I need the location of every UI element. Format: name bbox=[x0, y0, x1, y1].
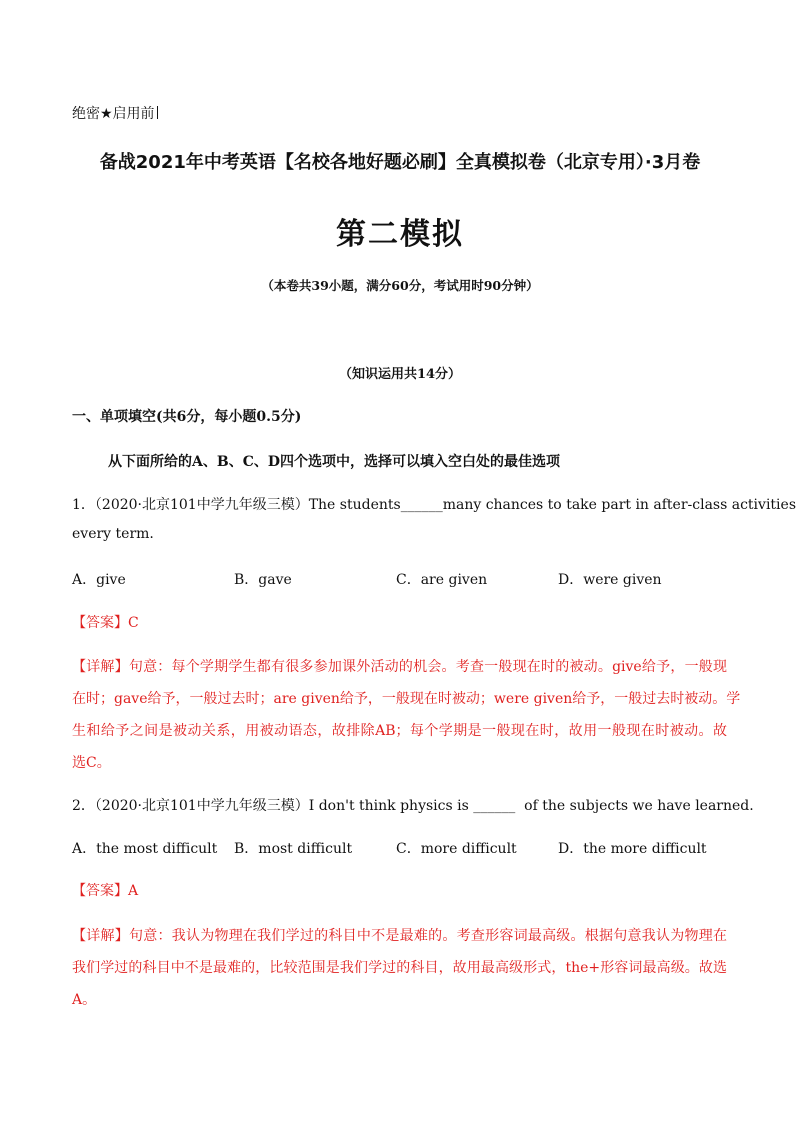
question-1-stem-continued: every term. bbox=[72, 526, 154, 542]
paper-info: （本卷共39小题，满分60分，考试用时90分钟） bbox=[261, 278, 539, 293]
question-1-option-b: B．gave bbox=[234, 572, 292, 588]
question-1-blank: ______ bbox=[400, 497, 443, 513]
question-1-detail-line: 选C。 bbox=[72, 755, 111, 771]
question-2-detail-line: 我们学过的科目中不是最难的，比较范围是我们学过的科目，故用最高级形式，the+形容词最高级。故选 bbox=[72, 960, 727, 976]
question-1-option-a: A．give bbox=[72, 572, 126, 588]
question-2-answer: 【答案】A bbox=[72, 883, 139, 899]
question-2-blank: ______ bbox=[473, 798, 516, 814]
question-2-stem: 2．（2020·北京101中学九年级三模）I don't think physics is ______ of the subjects we have learned. bbox=[72, 798, 754, 814]
instruction: 从下面所给的A、B、C、D四个选项中，选择可以填入空白处的最佳选项 bbox=[108, 454, 560, 470]
section-score: （知识运用共14分） bbox=[338, 367, 462, 382]
question-2-option-c: C．more difficult bbox=[396, 841, 517, 857]
question-1-option-c: C．are given bbox=[396, 572, 488, 588]
mock-title: 第二模拟 bbox=[336, 217, 464, 252]
question-1-detail-line: 在时；gave给予，一般过去时；are given给予，一般现在时被动；were given给予，一般过去时被动。学 bbox=[72, 691, 741, 707]
confidential-label: 绝密★启用前 bbox=[72, 103, 158, 123]
question-1-detail-line: 生和给予之间是被动关系，用被动语态，故排除AB；每个学期是一般现在时，故用一般现在时被动。故 bbox=[72, 723, 727, 739]
text-cursor bbox=[157, 106, 158, 119]
question-1-stem: 1．（2020·北京101中学九年级三模）The students______many chances to take part in after-class activities bbox=[72, 497, 796, 513]
question-2-detail-line: 【详解】句意：我认为物理在我们学过的科目中不是最难的。考查形容词最高级。根据句意我认为物理在 bbox=[72, 928, 727, 944]
paper-title: 备战2021年中考英语【名校各地好题必刷】全真模拟卷（北京专用）·3月卷 bbox=[99, 152, 701, 173]
question-2-option-a: A．the most difficult bbox=[72, 841, 218, 857]
question-2-detail-line: A。 bbox=[72, 992, 97, 1008]
part-heading: 一、单项填空(共6分，每小题0.5分) bbox=[72, 409, 302, 425]
question-2-option-b: B．most difficult bbox=[234, 841, 353, 857]
question-1-detail-line: 【详解】句意：每个学期学生都有很多参加课外活动的机会。考查一般现在时的被动。give给予，一般现 bbox=[72, 659, 727, 675]
question-1-answer: 【答案】C bbox=[72, 615, 139, 631]
question-1-option-d: D．were given bbox=[558, 572, 662, 588]
question-2-option-d: D．the more difficult bbox=[558, 841, 707, 857]
